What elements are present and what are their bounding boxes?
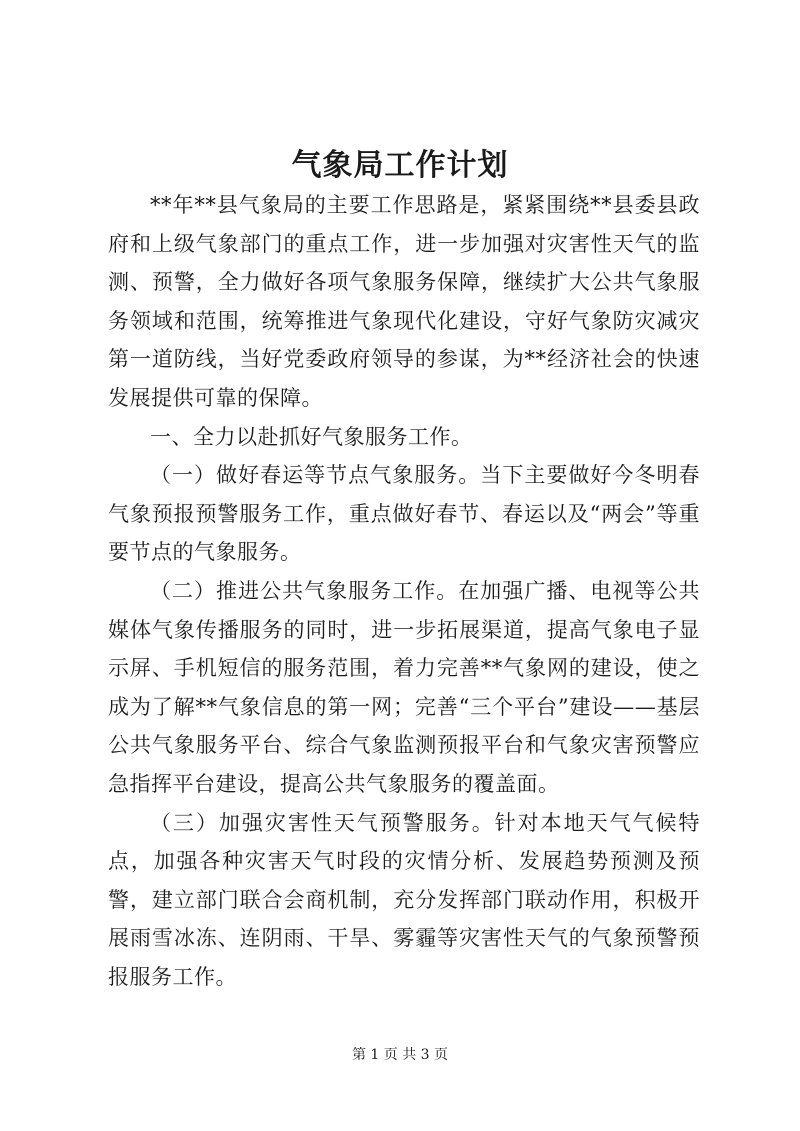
paragraph-intro: **年**县气象局的主要工作思路是，紧紧围绕**县委县政府和上级气象部门的重点工作，进一步加强对灾害性天气的监测、预警，全力做好各项气象服务保障，继续扩大公共气象服务领域和范围，统筹推进气象现代化建设，守好气象防灾减灾第一道防线，当好党委政府领导的参谋，为**经济社会的快速发展提供可靠的保障。 (108, 193, 700, 410)
page-footer: 第 1 页 共 3 页 (351, 1047, 449, 1063)
page-title: 气象局工作计划 (291, 148, 509, 183)
section-heading-1: 一、全力以赴抓好气象服务工作。 (150, 424, 473, 449)
paragraph-item-2: （二）推进公共气象服务工作。在加强广播、电视等公共媒体气象传播服务的同时，进一步拓展渠道，提高气象电子显示屏、手机短信的服务范围，着力完善**气象网的建设，使之成为了解**气象信息的第一网；完善“三个平台”建设——基层公共气象服务平台、综合气象监测预报平台和气象灾害预警应急指挥平台建设，提高公共气象服务的覆盖面。 (108, 578, 700, 796)
paragraph-item-1: （一）做好春运等节点气象服务。当下主要做好今冬明春气象预报预警服务工作，重点做好春节、春运以及“两会”等重要节点的气象服务。 (108, 463, 700, 565)
paragraph-item-3: （三）加强灾害性天气预警服务。针对本地天气气候特点，加强各种灾害天气时段的灾情分析、发展趋势预测及预警，建立部门联合会商机制，充分发挥部门联动作用，积极开展雨雪冰冻、连阴雨、干旱、雾霾等灾害性天气的气象预警预报服务工作。 (108, 810, 700, 989)
document-body (108, 186, 700, 996)
